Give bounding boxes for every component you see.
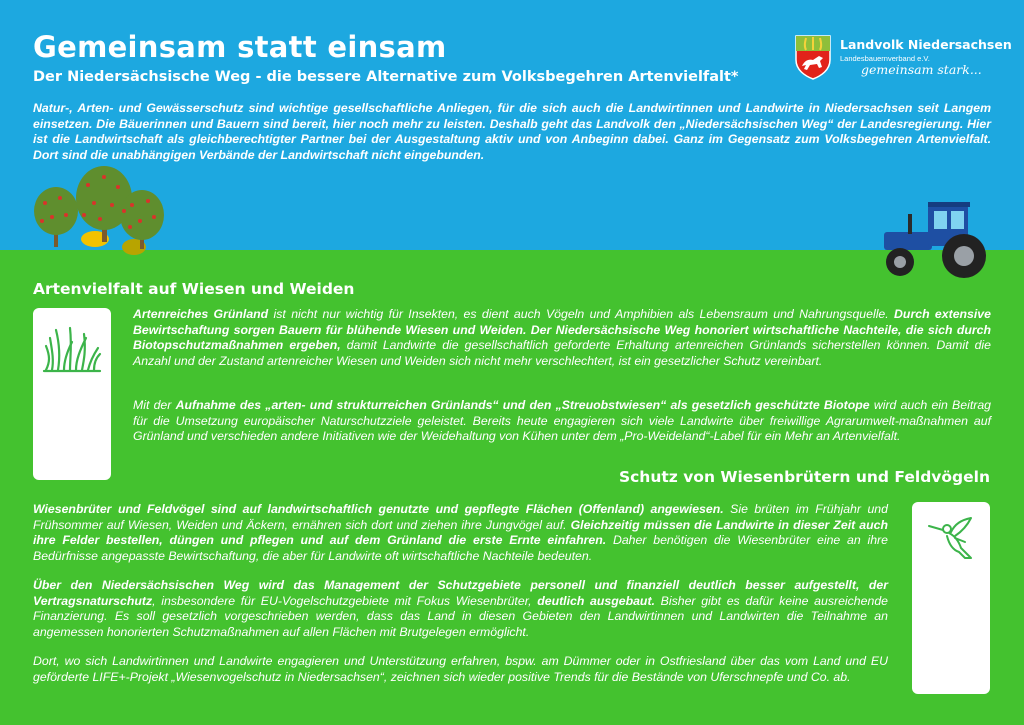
page-subtitle: Der Niedersächsische Weg - die bessere Alternative zum Volksbegehren Artenvielfalt* [33,69,739,85]
text-run: Wiesenbrüter und Feldvögel sind auf landwirtschaftlich genutzte und gepflegte Flächen (Offenland) angewiesen. [33,502,724,516]
tractor-illustration [882,200,990,280]
text-run: Sie brüten im Frühjahr und Frühsommer auf Wiesen, Weiden und Äckern, ernähren sich dort und ziehen ihre Jungvögel auf. [33,502,888,532]
coat-of-arms-icon [793,34,833,80]
meadow-birds-paragraph-1 [33,502,888,564]
grassland-paragraph-2 [133,398,991,445]
meadow-birds-paragraph-3 [33,654,888,685]
grass-icon-card [33,308,111,480]
meadow-birds-paragraph-2 [33,578,888,640]
logo-slogan: gemeinsam stark... [861,62,982,77]
logo-subline: Landesbauernverband e.V. [840,54,930,63]
logo-name: Landvolk Niedersachsen [840,37,1012,52]
text-run: Daher benötigen die Wiesenbrüter eine an ihre Bedürfnisse angepasste Bewirtschaftung, die aber für Landwirte oft wirtschaftliche Nachteile bedeuten. [33,533,888,563]
landvolk-logo[interactable] [793,34,1012,84]
text-run: Dort, wo sich Landwirtinnen und Landwirte engagieren und Unterstützung erfahren, bspw. am Dümmer oder in Ostfriesland über das vom Land und EU geförderte LIFE+-Projekt „Wiesenvogelschutz in Niedersachsen“, zeichnen sich wieder positive Trends für die Bestände von Uferschnepfe und Co. ab. [33,654,888,684]
text-run: Bisher gibt es dafür keine ausreichende Finanzierung. Es soll gesetzlich vorgeschrieben werden, dass das Land in diesen Gebieten den Landwirtinnen und Landwirten die Teilnahme an angemessen honorierten Schutzmaßnahmen auf allen Flächen mit Brutgelegen ermöglicht. [33,593,888,639]
grass-icon [42,320,102,374]
intro-text: Natur-, Arten- und Gewässerschutz sind wichtige gesellschaftliche Anliegen, für die sich auch die Landwirtinnen und Landwirte in Niedersachsen seit Langem einsetzen. Die Bäuerinnen und Bauern sind bereit, hier noch mehr zu leisten. Deshalb geht das Landvolk den „Niedersächsischen Weg“ der Landesregierung. Hier ist die Landwirtschaft als gleichberechtigter Partner bei der Ausgestaltung aktiv und von Anbeginn dabei. Ganz im Gegensatz zum Volksbegehren Artenvielfalt. Dort sind die unabhängigen Verbände der Landwirtschaft nicht eingebunden. [33,101,991,162]
text-run: Aufnahme des „arten- und strukturreichen Grünlands“ und den „Streuobstwiesen“ als gesetzlich geschützte Biotope [175,398,870,412]
text-run: deutlich ausgebaut. [537,593,655,608]
section-heading-meadow-birds: Schutz von Wiesenbrütern und Feldvögeln [618,468,990,486]
text-run: , insbesondere für EU-Vogelschutzgebiete mit Fokus Wiesenbrüter, [152,593,538,608]
text-run: wird auch ein Beitrag für die Umsetzung europäischer Naturschutzziele geleistet. Bereits heute engagieren sich viele Landwirte über freiwillige Agrarumwelt-maßnahmen auf Grünland und verschieden andere Initiativen wie der Weidehaltung von Kühen unter dem „Pro-Weideland“-Label für ein Mehr an Artenvielfalt. [133,398,992,444]
text-run: Über den Niedersächsischen Weg wird das Management der Schutzgebiete personell und finanziell deutlich besser aufgestellt, der Vertragsnaturschutz [33,578,888,608]
page-title: Gemeinsam statt einsam [33,30,447,64]
text-run: Artenreiches Grünland [133,307,269,321]
text-run: Gleichzeitig müssen die Landwirte in dieser Zeit auch ihre Felder bestellen, düngen und pflegen und auf dem Grünland die erste Ernte einfahren. [33,517,888,548]
apple-trees-illustration [30,165,170,273]
text-run: damit Landwirte die gesellschaftlich geforderte Erhaltung artenreichen Grünlands sicherstellen können. Damit die Anzahl und der Zustand artenreicher Wiesen und Weiden sich nicht mehr verschlechtert, ist ein gesetzlicher Schutz vereinbart. [133,338,991,368]
section-heading-grassland: Artenvielfalt auf Wiesen und Weiden [33,280,355,298]
grassland-paragraph-1 [133,307,991,369]
hummingbird-icon [927,514,975,562]
hummingbird-icon-card [912,502,990,694]
text-run: ist nicht nur wichtig für Insekten, es dient auch Vögeln und Amphibien als Lebensraum und Nahrungsquelle. [268,307,895,321]
text-run: Mit der [133,398,176,412]
text-run: Durch extensive Bewirtschaftung sorgen Bauern für blühende Wiesen und Weiden. Der Niedersächsische Weg honoriert wirtschaftliche Nachteile, die sich durch Biotopschutzmaßnahmen ergeben, [133,307,991,353]
